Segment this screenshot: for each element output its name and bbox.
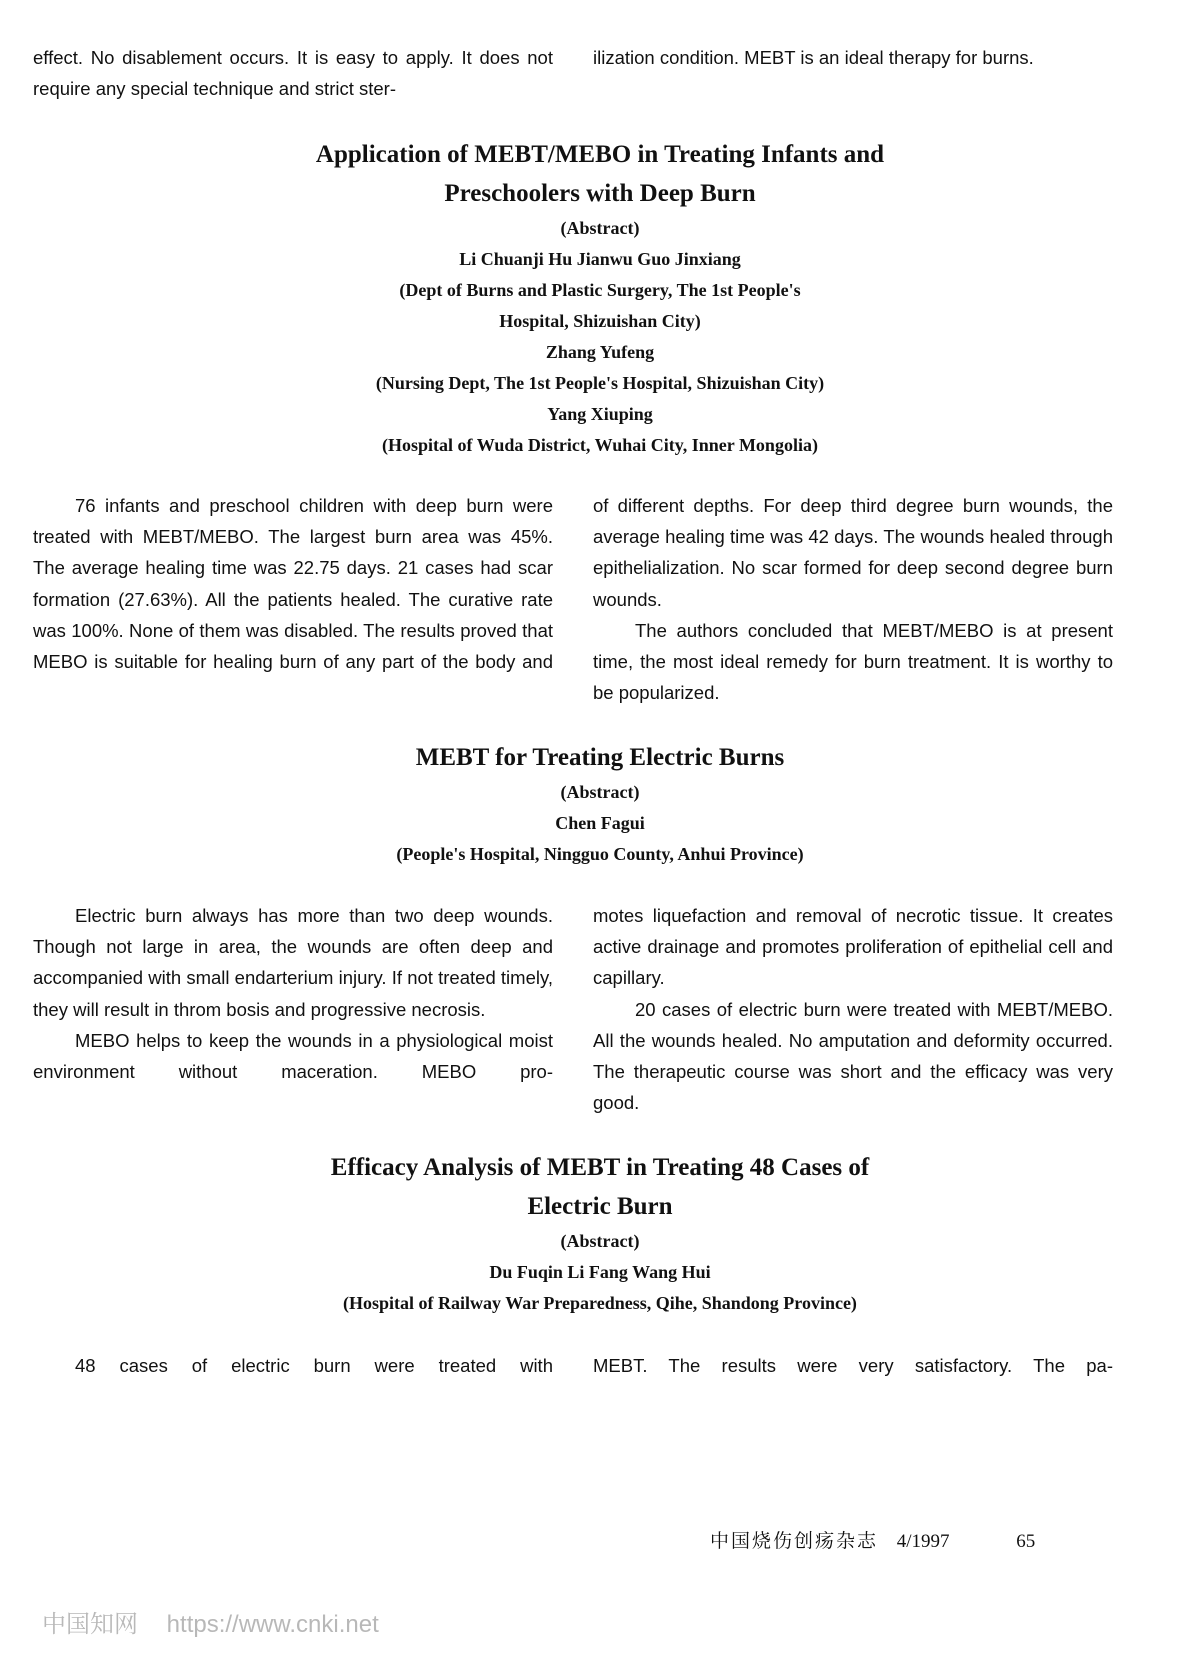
paragraph: MEBO helps to keep the wounds in a physiological moist environment without maceration. MEBO pro-: [33, 1029, 553, 1083]
right-column: [593, 900, 1113, 1118]
article-1-body: [33, 490, 1113, 708]
left-column: [33, 42, 553, 104]
article-2-body: [33, 900, 1113, 1118]
page-number: 65: [1016, 1531, 1036, 1552]
paragraph: Electric burn always has more than two deep wounds. Though not large in area, the wounds are often deep and accompanied with small endarterium injury. If not treated timely, they will result in throm bosis and progressive necrosis.: [33, 905, 553, 1020]
watermark-brand: 中国知网: [42, 1611, 138, 1638]
affiliation: (Hospital of Railway War Preparedness, Qihe, Shandong Province): [343, 1293, 857, 1313]
paragraph: effect. No disablement occurs. It is easy to apply. It does not require any special technique and strict ster-: [33, 47, 553, 100]
paragraph: 20 cases of electric burn were treated with MEBT/MEBO. All the wounds healed. No amputation and deformity occurred. The therapeutic course was short and the efficacy was very good.: [593, 998, 1113, 1114]
authors: Chen Fagui: [555, 813, 645, 833]
paragraph: of different depths. For deep third degree burn wounds, the average healing time was 42 days. The wounds healed through epithelialization. No scar formed for deep second degree burn wounds.: [593, 495, 1113, 610]
abstract-label: (Abstract): [560, 1231, 640, 1251]
cnki-watermark: [42, 1604, 379, 1639]
article-1-header: [0, 135, 1200, 461]
left-column: [33, 490, 553, 708]
affiliation: (People's Hospital, Ningguo County, Anhui Province): [396, 844, 804, 864]
paragraph: 76 infants and preschool children with deep burn were treated with MEBT/MEBO. The largest burn area was 45%. The average healing time was 22.75 days. 21 cases had scar formation (27.63%). All the patients healed. The curative rate was 100%. None of them was disabled. The results proved that MEBO is suitable for healing burn of any part of the body and: [33, 495, 553, 673]
article-title: Application of MEBT/MEBO in Treating Infants and: [315, 141, 885, 168]
paragraph: ilization condition. MEBT is an ideal therapy for burns.: [593, 47, 1034, 68]
issue-number: 4/1997: [896, 1531, 950, 1552]
article-3-header: [0, 1148, 1200, 1319]
right-column: [593, 1350, 1113, 1381]
paragraph: The authors concluded that MEBT/MEBO is at present time, the most ideal remedy for burn treatment. It is worthy to be popularized.: [593, 619, 1113, 704]
authors: Zhang Yufeng: [545, 342, 655, 362]
abstract-label: (Abstract): [560, 782, 640, 802]
previous-article-continuation: [33, 42, 1113, 104]
affiliation: Hospital, Shizuishan City): [499, 311, 701, 331]
authors: Li Chuanji Hu Jianwu Guo Jinxiang: [459, 249, 741, 269]
article-title: Electric Burn: [527, 1193, 673, 1220]
abstract-label: (Abstract): [560, 218, 640, 238]
article-title: Efficacy Analysis of MEBT in Treating 48 Cases of: [330, 1154, 870, 1181]
journal-name: 中国烧伤创疡杂志: [710, 1531, 879, 1552]
article-title: Preschoolers with Deep Burn: [444, 180, 756, 207]
paragraph: MEBT. The results were very satisfactory. The pa-: [593, 1355, 1113, 1376]
affiliation: (Nursing Dept, The 1st People's Hospital, Shizuishan City): [375, 373, 825, 393]
paragraph: 48 cases of electric burn were treated with: [75, 1355, 553, 1376]
left-column: [33, 1350, 553, 1381]
article-title: MEBT for Treating Electric Burns: [415, 744, 785, 771]
page-footer: [710, 1526, 1035, 1553]
affiliation: (Dept of Burns and Plastic Surgery, The 1st People's: [399, 280, 801, 300]
article-3-body: [33, 1350, 1113, 1381]
affiliation: (Hospital of Wuda District, Wuhai City, Inner Mongolia): [382, 435, 818, 455]
article-2-header: [0, 738, 1200, 870]
paragraph: motes liquefaction and removal of necrotic tissue. It creates active drainage and promotes proliferation of epithelial cell and capillary.: [593, 905, 1113, 989]
watermark-url: https://www.cnki.net: [166, 1611, 379, 1638]
right-column: [593, 490, 1113, 708]
authors: Du Fuqin Li Fang Wang Hui: [489, 1262, 711, 1282]
authors: Yang Xiuping: [547, 404, 653, 424]
left-column: [33, 900, 553, 1118]
right-column: [593, 42, 1113, 104]
